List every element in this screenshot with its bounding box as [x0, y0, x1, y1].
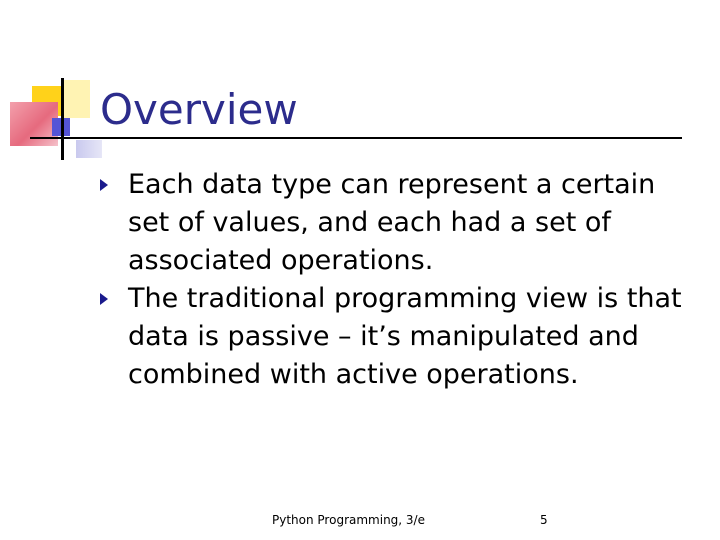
footer-text: Python Programming, 3/e [272, 513, 425, 527]
decor-vertical-line [61, 78, 64, 160]
bullet-item [98, 166, 698, 280]
bullet-text: Each data type can represent a certain set of values, and each had a set of associated operations. [128, 169, 656, 276]
decor-yellow-light-square [64, 80, 90, 118]
slide-title: Overview [100, 85, 298, 134]
bullet-text: The traditional programming view is that data is passive – it’s manipulated and combined with active operations. [128, 283, 682, 390]
page-number: 5 [540, 513, 548, 527]
bullet-list [98, 166, 698, 394]
decor-light-blue-square [76, 140, 102, 158]
decor-pink-square [10, 102, 58, 146]
title-underline [30, 137, 682, 139]
bullet-item [98, 280, 698, 394]
bullet-marker-icon [100, 179, 108, 191]
bullet-marker-icon [100, 293, 108, 305]
